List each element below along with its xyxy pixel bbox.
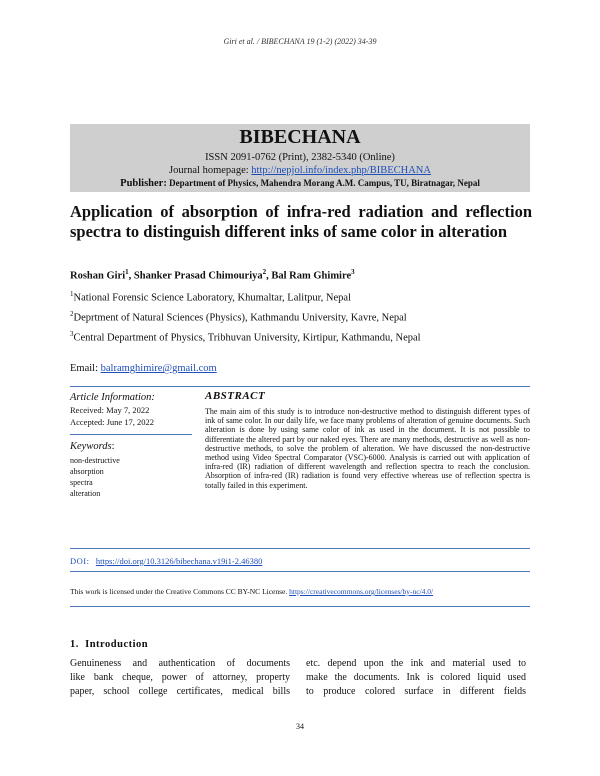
affiliation-text: Deprtment of Natural Sciences (Physics), Kathmandu University, Kavre, Nepal xyxy=(73,312,407,324)
keyword: non-destructive xyxy=(70,456,120,465)
license-link[interactable]: https://creativecommons.org/licenses/by-nc/4.0/ xyxy=(289,587,434,596)
page-number: 34 xyxy=(296,722,304,731)
intro-column-left xyxy=(70,657,290,699)
author-name: Bal Ram Ghimire xyxy=(271,270,352,282)
affiliation-sup: 1 xyxy=(70,290,74,298)
journal-issn: ISSN 2091-0762 (Print), 2382-5340 (Online) xyxy=(205,152,395,163)
keywords-label xyxy=(70,441,115,452)
divider xyxy=(70,571,530,572)
abstract-heading: ABSTRACT xyxy=(205,390,266,402)
article-info-label: Article Information: xyxy=(70,392,155,403)
homepage-link[interactable]: http://nepjol.info/index.php/BIBECHANA xyxy=(251,165,431,176)
email-label: Email: xyxy=(70,363,101,374)
journal-homepage xyxy=(70,165,530,176)
author-sup: 1 xyxy=(125,268,129,276)
journal-publisher xyxy=(70,178,530,189)
keyword: alteration xyxy=(70,489,101,498)
keywords-colon: : xyxy=(111,441,115,452)
accepted-date: Accepted: June 17, 2022 xyxy=(70,417,155,427)
publisher-name: Department of Physics, Mahendra Morang A.M. Campus, TU, Biratnagar, Nepal xyxy=(166,178,480,188)
keyword: absorption xyxy=(70,467,104,476)
abstract-text: The main aim of this study is to introduce non-destructive method to distinguish different types of ink of same color. In our daily life, we face many problems of alteration of genuine documents. Such alteration is done by using same color of ink as used in the document. It is not possible to differentiate the altered part by our naked eyes. There are many methods, destructive as well as non-destructive methods, to solve the problem of alteration. We have discussed the non-destructive method using Video Spectral Comparator (VSC)-6000. Analysis is carried out with application of infra-red (IR) radiation of different wavelength and reflection spectra to reach the conclusion. Absorption of infra-red (IR) radiation is found very effective whereas use of reflection spectra is totally failed in this experiment. xyxy=(205,407,530,490)
author-list xyxy=(70,268,355,282)
section-heading xyxy=(70,639,148,650)
text-line: make the documents. Ink is colored liquid used xyxy=(306,672,526,683)
doi-label: DOI: xyxy=(70,556,90,566)
text-line: Genuineness and authentication of documents xyxy=(70,658,290,669)
corresponding-email xyxy=(70,363,217,374)
keywords-label-text: Keywords xyxy=(70,441,112,452)
text-line: paper, school college certificates, medical bills xyxy=(70,686,290,697)
affiliation xyxy=(70,330,421,344)
license-line xyxy=(70,587,433,596)
license-text: This work is licensed under the Creative Commons CC BY-NC License. xyxy=(70,587,290,596)
received-date: Received: May 7, 2022 xyxy=(70,405,150,415)
homepage-label: Journal homepage: xyxy=(169,165,252,176)
author-name: Roshan Giri xyxy=(70,270,126,282)
affiliation-text: Central Department of Physics, Tribhuvan University, Kirtipur, Kathmandu, Nepal xyxy=(73,332,421,344)
section-number: 1. xyxy=(70,639,79,650)
affiliation xyxy=(70,310,407,324)
author-sep: , xyxy=(128,270,134,282)
publisher-label: Publisher: xyxy=(120,178,167,189)
divider xyxy=(70,548,530,549)
journal-name: BIBECHANA xyxy=(239,126,361,148)
section-title: Introduction xyxy=(85,639,149,650)
intro-column-right xyxy=(306,657,526,699)
affiliation-text: National Forensic Science Laboratory, Khumaltar, Lalitpur, Nepal xyxy=(73,292,352,304)
doi-line xyxy=(70,556,262,566)
divider xyxy=(70,386,530,387)
affiliation-sup: 2 xyxy=(70,310,74,318)
affiliation-sup: 3 xyxy=(70,330,74,338)
text-line: etc. depend upon the ink and material used to xyxy=(306,658,526,669)
paper-title: Application of absorption of infra-red radiation and reflection spectra to distinguish different inks of same color in alteration xyxy=(70,202,532,241)
divider xyxy=(70,434,192,435)
author-name: Shanker Prasad Chimouriya xyxy=(133,270,263,282)
journal-masthead xyxy=(70,124,530,192)
author-sup: 3 xyxy=(351,268,355,276)
keyword: spectra xyxy=(70,478,93,487)
email-link[interactable]: balramghimire@gmail.com xyxy=(100,363,217,374)
divider xyxy=(70,606,530,607)
affiliation xyxy=(70,290,351,304)
text-line: like bank cheque, power of attorney, property xyxy=(70,672,290,683)
text-line: to produce colored surface in different fields xyxy=(306,686,526,697)
author-sup: 2 xyxy=(262,268,267,276)
running-head: Giri et al. / BIBECHANA 19 (1-2) (2022) 34-39 xyxy=(223,37,377,46)
doi-link[interactable]: https://doi.org/10.3126/bibechana.v19i1-2.46380 xyxy=(95,556,263,566)
author-sep: , xyxy=(266,270,272,282)
